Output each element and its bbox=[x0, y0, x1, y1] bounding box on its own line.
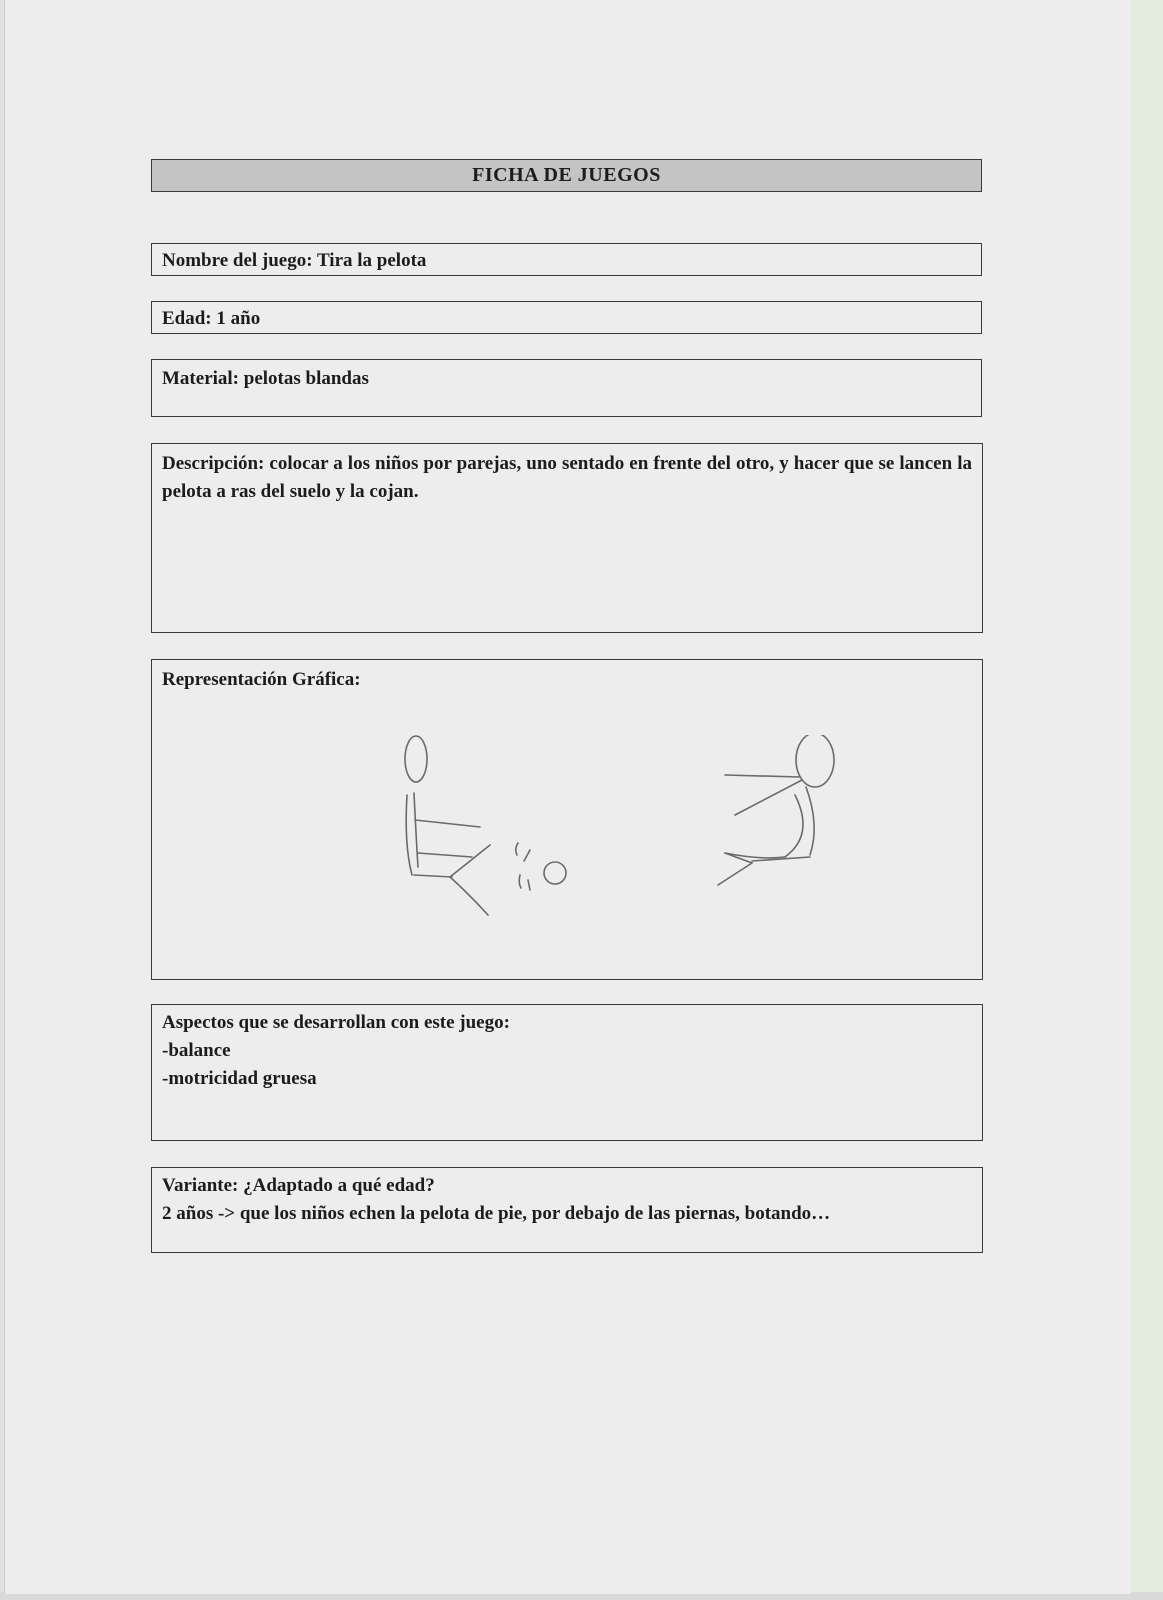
variant-heading: Variante: ¿Adaptado a qué edad? bbox=[162, 1175, 435, 1196]
form-title: FICHA DE JUEGOS bbox=[151, 159, 982, 192]
material-field bbox=[151, 359, 982, 417]
aspects-heading: Aspectos que se desarrollan con este juego: bbox=[162, 1012, 510, 1033]
scan-edge-right bbox=[1130, 0, 1163, 1600]
variant-text: 2 años -> que los niños echen la pelota de pie, por debajo de las piernas, botando… bbox=[162, 1203, 831, 1224]
material-text: Material: pelotas blandas bbox=[162, 368, 369, 389]
graphic-label: Representación Gráfica: bbox=[162, 669, 361, 690]
variant-field bbox=[151, 1167, 983, 1253]
description-field bbox=[151, 443, 983, 633]
age-text: Edad: 1 año bbox=[162, 308, 261, 329]
children-throwing-ball-sketch-icon bbox=[390, 735, 870, 925]
description-text: Descripción: colocar a los niños por parejas, uno sentado en frente del otro, y hacer que se lancen la pelota a ras del suelo y la cojan. bbox=[162, 453, 972, 502]
age-field bbox=[151, 301, 982, 334]
aspect-item: -motricidad gruesa bbox=[162, 1068, 317, 1089]
developed-aspects-field bbox=[151, 1004, 983, 1141]
aspect-item: -balance bbox=[162, 1040, 231, 1061]
game-name-text: Nombre del juego: Tira la pelota bbox=[162, 250, 427, 271]
game-name-field bbox=[151, 243, 982, 276]
